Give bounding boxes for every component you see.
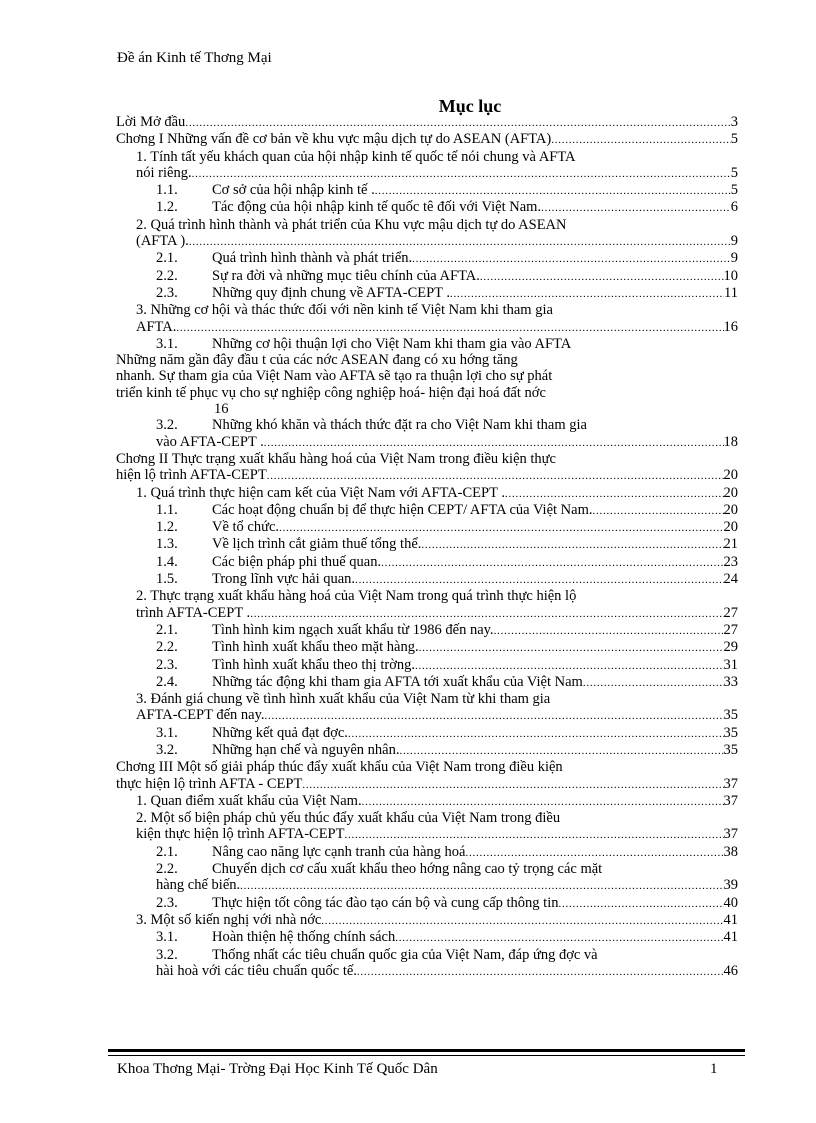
dot-leader (412, 250, 731, 267)
toc-entry-title: Những quy định chung về AFTA-CEPT . (212, 284, 451, 301)
toc-entry-title: Thống nhất các tiêu chuẩn quốc gia của Việt Nam, đáp ứng đợc và (212, 946, 598, 963)
toc-entry-title: Chuyển dịch cơ cấu xuất khẩu theo hớng nâng cao tỷ trọng các mặt (212, 861, 603, 878)
toc-entry-title: 3. Một số kiến nghị với nhà nớc (136, 911, 322, 928)
dot-leader (265, 707, 724, 724)
toc-entry-title-cont: (AFTA ). (136, 233, 189, 250)
toc-entry-label (156, 622, 494, 638)
toc-entry-title: 2. Thực trạng xuất khẩu hàng hoá của Việt Nam trong quá trình thực hiện lộ (136, 588, 577, 605)
toc-entry-title: Lời Mở đầu (116, 114, 186, 130)
toc-entry[interactable] (116, 554, 738, 571)
toc-entry-label (156, 895, 559, 911)
dot-leader (321, 912, 723, 929)
toc-entry[interactable] (116, 622, 738, 639)
toc-entry-number: 3.1. (156, 335, 178, 352)
toc-entry-title: Về tổ chức. (212, 519, 280, 536)
toc-page-number: 21 (723, 536, 738, 553)
toc-entry-number: 1.3. (156, 536, 178, 553)
toc-page-number: 5 (730, 131, 738, 148)
toc-entry-label (156, 571, 355, 587)
dot-leader (176, 319, 723, 336)
toc-entry-title: Chơng II Thực trạng xuất khẩu hàng hoá của Việt Nam trong điều kiện thực (116, 450, 556, 467)
toc-entry-label (156, 929, 395, 945)
footer-rule-thin (108, 1055, 745, 1056)
toc-entry[interactable] (116, 674, 738, 691)
toc-entry-number: 2.4. (156, 673, 178, 690)
toc-page-number: 37 (723, 775, 738, 792)
toc-entry-label (136, 912, 321, 928)
table-of-contents (116, 114, 738, 980)
dot-leader (348, 725, 724, 742)
toc-entry-label (156, 554, 381, 570)
dot-leader (279, 519, 723, 536)
toc-entry-label (156, 502, 592, 518)
dot-leader (583, 674, 724, 691)
page-title: Mục lục (438, 96, 502, 116)
toc-entry[interactable] (116, 947, 738, 981)
toc-page-number: 16 (723, 318, 738, 335)
toc-entry[interactable] (116, 519, 738, 536)
dot-leader (264, 434, 724, 451)
toc-page-number: 39 (723, 877, 738, 894)
toc-entry-label (156, 657, 415, 673)
toc-page-number: 20 (723, 467, 738, 484)
toc-entry-title: Trong lĩnh vực hải quan. (212, 571, 356, 588)
toc-page-number: 20 (723, 484, 738, 501)
toc-entry-title: Những hạn chế và nguyên nhân. (212, 741, 400, 758)
toc-entry-label (156, 199, 541, 215)
toc-entry-title: Quá trình hình thành và phát triển. (212, 250, 413, 267)
toc-entry[interactable] (116, 639, 738, 656)
toc-entry-title-cont: thực hiện lộ trình AFTA - CEPT (116, 775, 303, 792)
toc-page-number: 9 (730, 233, 738, 250)
toc-entry[interactable] (116, 536, 738, 553)
toc-page-number: 24 (723, 571, 738, 588)
toc-entry-title: 1. Quá trình thực hiện cam kết của Việt Nam với AFTA-CEPT . (136, 484, 505, 501)
dot-leader (465, 844, 723, 861)
dot-leader (344, 826, 723, 843)
toc-entry-number: 1.5. (156, 571, 178, 588)
toc-entry-label (156, 742, 399, 758)
dot-leader (450, 285, 724, 302)
dot-leader (551, 131, 731, 148)
toc-page-number: 31 (723, 656, 738, 673)
toc-page-number: 41 (723, 929, 738, 946)
toc-entry-number: 2.1. (156, 843, 178, 860)
toc-entry-label (156, 639, 419, 655)
toc-entry-title-cont: hàng chế biến. (156, 877, 241, 894)
toc-entry-number: 2.2. (156, 861, 178, 878)
toc-entry-title: Những khó khăn và thách thức đặt ra cho Việt Nam khi tham gia (212, 417, 587, 434)
toc-entry-title: Nâng cao năng lực cạnh tranh của hàng hoá (212, 843, 466, 860)
toc-entry-number: 2.1. (156, 250, 178, 267)
toc-entry-title: 2. Quá trình hình thành và phát triển của Khu vực mậu dịch tự do ASEAN (136, 216, 567, 233)
toc-entry-number: 2.3. (156, 284, 178, 301)
dot-leader (357, 963, 724, 980)
toc-page-number: 18 (723, 433, 738, 450)
toc-entry-title: Chơng III Một số giải pháp thúc đẩy xuất khẩu của Việt Nam trong điều kiện (116, 759, 563, 776)
toc-entry-title-cont: trình AFTA-CEPT . (136, 604, 251, 621)
toc-entry-label (136, 793, 362, 809)
toc-entry[interactable] (116, 485, 738, 502)
dot-leader (362, 793, 724, 810)
toc-entry[interactable] (116, 912, 738, 929)
toc-entry-number: 2.1. (156, 621, 178, 638)
toc-entry-title: Các biện pháp phi thuế quan. (212, 553, 382, 570)
toc-entry-number: 2.3. (156, 894, 178, 911)
toc-page-number: 35 (723, 741, 738, 758)
dot-leader (419, 639, 724, 656)
toc-page-number: 27 (723, 604, 738, 621)
toc-entry-label (156, 725, 348, 741)
toc-entry-label (156, 182, 375, 198)
toc-entry[interactable] (116, 199, 738, 216)
dot-leader (505, 485, 724, 502)
toc-entry-title: Tác động của hội nhập kinh tế quốc tê đối với Việt Nam. (212, 199, 542, 216)
toc-entry-title: 1. Quan điểm xuất khẩu của Việt Nam. (136, 792, 362, 809)
toc-entry[interactable] (116, 131, 738, 148)
toc-entry-number: 1.4. (156, 553, 178, 570)
dot-leader (302, 776, 723, 793)
dot-leader (240, 877, 723, 894)
toc-entry[interactable] (116, 725, 738, 742)
toc-entry[interactable] (116, 929, 738, 946)
page-header: Đề án Kinh tế Thơng Mại (117, 50, 272, 66)
toc-entry-title: Cơ sở của hội nhập kinh tế . (212, 182, 375, 199)
toc-entry-title-cont: hài hoà với các tiêu chuẩn quốc tế. (156, 962, 357, 979)
toc-page-number: 35 (723, 724, 738, 741)
dot-leader (250, 605, 723, 622)
toc-entry-title-cont: AFTA-CEPT đến nay. (136, 707, 265, 724)
toc-page-number: 38 (723, 843, 738, 860)
toc-entry-title-cont: vào AFTA-CEPT . (156, 433, 264, 450)
toc-entry[interactable] (116, 571, 738, 588)
dot-leader (421, 536, 723, 553)
toc-entry-number: 3.2. (156, 741, 178, 758)
toc-entry[interactable] (116, 657, 738, 674)
toc-entry-label (156, 519, 279, 535)
toc-entry-number: 1.2. (156, 519, 178, 536)
toc-page-number: 29 (723, 639, 738, 656)
toc-entry-number: 2.2. (156, 267, 178, 284)
toc-entry-title: Các hoạt động chuẩn bị để thực hiện CEPT/ AFTA của Việt Nam. (212, 501, 593, 518)
toc-page-number: 20 (723, 519, 738, 536)
toc-entry[interactable] (116, 588, 738, 622)
toc-entry[interactable] (116, 114, 738, 131)
toc-entry-number: 3.1. (156, 724, 178, 741)
toc-entry-title: Những tác động khi tham gia AFTA tới xuất khẩu của Việt Nam (212, 673, 583, 690)
toc-entry[interactable] (116, 302, 738, 336)
dot-leader (480, 268, 724, 285)
toc-page-number: 11 (724, 284, 738, 301)
toc-entry-label (156, 536, 421, 552)
toc-page-number: 41 (723, 911, 738, 928)
toc-entry-label (136, 485, 505, 501)
toc-page-number: 35 (723, 707, 738, 724)
dot-leader (267, 467, 724, 484)
toc-entry-number: 3.1. (156, 929, 178, 946)
toc-entry-label (156, 268, 480, 284)
toc-entry-title: Tình hình kim ngạch xuất khẩu từ 1986 đến nay. (212, 621, 494, 638)
toc-entry-title: Thực hiện tốt công tác đào tạo cán bộ và cung cấp thông tin (212, 894, 559, 911)
toc-entry[interactable] (116, 844, 738, 861)
toc-entry[interactable] (116, 895, 738, 912)
toc-entry-number: 1.1. (156, 501, 178, 518)
toc-entry-label (156, 285, 450, 301)
dot-leader (399, 742, 723, 759)
toc-entry-title: Sự ra đời và những mục tiêu chính của AFTA. (212, 267, 480, 284)
toc-entry[interactable] (116, 793, 738, 810)
toc-entry-number: 3.2. (156, 417, 178, 434)
toc-entry[interactable] (116, 285, 738, 302)
toc-entry-title-cont: hiện lộ trình AFTA-CEPT (116, 467, 267, 484)
toc-entry-title: Những kết quả đạt đợc. (212, 724, 348, 741)
footer-rule-thick (108, 1049, 745, 1052)
toc-entry-title: 3. Đánh giá chung về tình hình xuất khẩu của Việt Nam từ khi tham gia (136, 691, 551, 708)
dot-leader (192, 165, 731, 182)
toc-page-number: 27 (723, 621, 738, 638)
toc-entry-title: Hoàn thiện hệ thống chính sách (212, 929, 396, 946)
toc-entry[interactable] (116, 250, 738, 267)
toc-entry[interactable] (116, 149, 738, 183)
toc-page-number: 20 (723, 501, 738, 518)
toc-entry-number: 1.2. (156, 199, 178, 216)
dot-leader (381, 554, 723, 571)
toc-entry-title: nhanh. Sự tham gia của Việt Nam vào AFTA sẽ tạo ra thuận lợi cho sự phát (116, 368, 553, 385)
toc-entry-title: Tình hình xuất khẩu theo mặt hàng. (212, 639, 419, 656)
toc-entry[interactable] (116, 268, 738, 285)
toc-entry[interactable] (116, 336, 738, 417)
toc-entry-title: Về lịch trình cắt giảm thuế tổng thể. (212, 536, 422, 553)
toc-entry-title: Chơng I Những vấn đề cơ bản về khu vực mậu dịch tự do ASEAN (AFTA) (116, 131, 552, 148)
toc-page-number: 5 (730, 182, 738, 199)
toc-entry-title-cont: AFTA. (136, 318, 177, 335)
toc-entry-label (156, 250, 412, 266)
toc-entry-label (116, 114, 185, 130)
toc-entry[interactable] (116, 810, 738, 844)
dot-leader (559, 895, 724, 912)
toc-entry-title-cont: nói riêng. (136, 164, 192, 181)
toc-entry-number: 1.1. (156, 182, 178, 199)
dot-leader (541, 199, 731, 216)
toc-entry-title-cont: kiện thực hiện lộ trình AFTA-CEPT (136, 826, 345, 843)
dot-leader (375, 182, 731, 199)
dot-leader (494, 622, 724, 639)
toc-entry[interactable] (116, 691, 738, 725)
toc-page-number: 33 (723, 673, 738, 690)
toc-entry-label (116, 131, 551, 147)
toc-entry[interactable] (116, 417, 738, 451)
toc-entry-number: 2.2. (156, 639, 178, 656)
toc-page-number: 6 (730, 199, 738, 216)
toc-entry-title: Những năm gần đây đầu t của các nớc ASEAN đang có xu hớng tăng (116, 352, 518, 369)
dot-leader (185, 114, 730, 131)
dot-leader (415, 657, 724, 674)
toc-entry-title: 1. Tính tất yếu khách quan của hội nhập kinh tế quốc tế nói chung và AFTA (136, 148, 576, 165)
toc-entry[interactable] (116, 861, 738, 895)
toc-page-number: 23 (723, 553, 738, 570)
toc-page-number: 9 (730, 250, 738, 267)
toc-page-number: 16 (214, 401, 229, 418)
page-number: 1 (710, 1061, 718, 1077)
toc-page-number: 3 (730, 114, 738, 130)
toc-page-number: 5 (730, 164, 738, 181)
toc-entry-number: 3.2. (156, 946, 178, 963)
toc-entry-title: 2. Một số biện pháp chủ yếu thúc đẩy xuất khẩu của Việt Nam trong điều (136, 810, 561, 827)
page-footer: Khoa Thơng Mại- Trờng Đại Học Kinh Tế Quốc Dân (117, 1061, 438, 1077)
dot-leader (395, 929, 723, 946)
toc-entry-title: triển kinh tế phục vụ cho sự nghiệp công nghiệp hoá- hiện đại hoá đất nớc (116, 384, 546, 401)
toc-entry-number: 2.3. (156, 656, 178, 673)
toc-page-number: 37 (723, 792, 738, 809)
toc-entry-title: Tình hình xuất khẩu theo thị trờng. (212, 656, 415, 673)
toc-entry[interactable] (116, 217, 738, 251)
toc-entry[interactable] (116, 502, 738, 519)
toc-entry-label (156, 674, 583, 690)
toc-page-number: 46 (723, 962, 738, 979)
toc-entry-title: 3. Những cơ hội và thác thức đối với nền kinh tế Việt Nam khi tham gia (136, 302, 553, 319)
toc-entry[interactable] (116, 742, 738, 759)
toc-entry[interactable] (116, 759, 738, 793)
toc-page-number: 37 (723, 826, 738, 843)
dot-leader (592, 502, 723, 519)
dot-leader (355, 571, 723, 588)
toc-page-number: 10 (723, 267, 738, 284)
dot-leader (189, 233, 731, 250)
toc-entry-label (156, 844, 465, 860)
toc-entry[interactable] (116, 451, 738, 485)
toc-entry[interactable] (116, 182, 738, 199)
toc-page-number: 40 (723, 894, 738, 911)
toc-entry-title: Những cơ hội thuận lợi cho Việt Nam khi tham gia vào AFTA (212, 335, 572, 352)
